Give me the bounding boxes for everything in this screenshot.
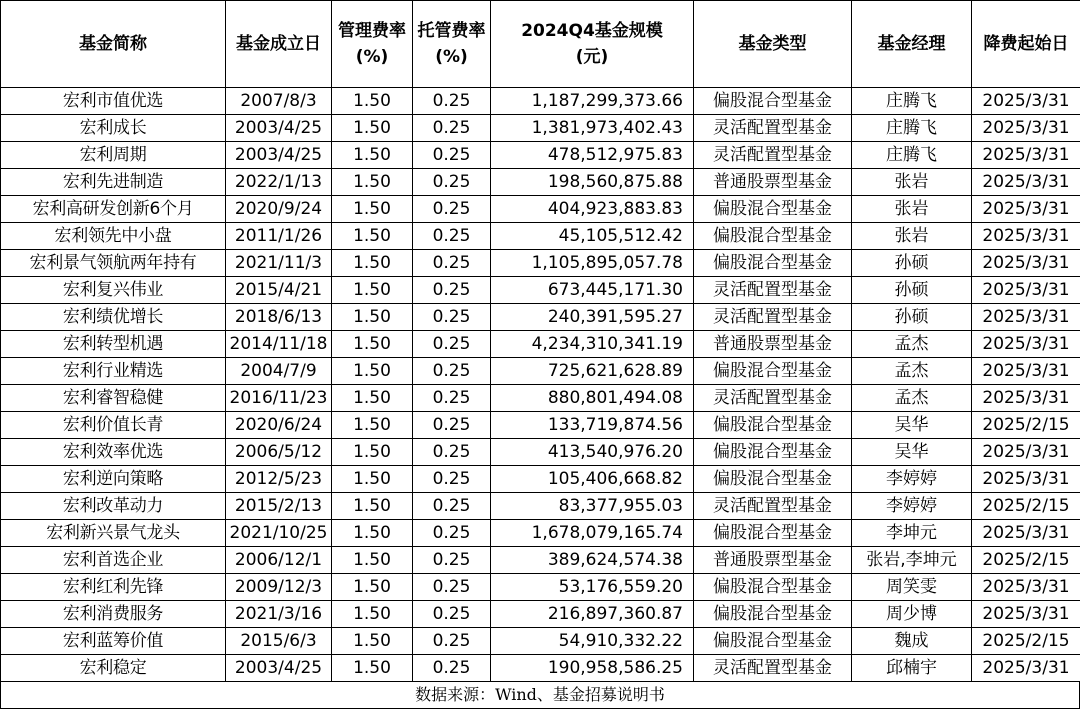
fund-manager-cell: 庄腾飞 xyxy=(852,142,972,169)
fee-cut-date-cell: 2025/3/31 xyxy=(972,115,1080,142)
header-label: 基金成立日 xyxy=(236,34,321,54)
management-fee-cell: 1.50 xyxy=(332,331,413,358)
custody-fee-cell: 0.25 xyxy=(413,547,491,574)
fund-type-cell: 灵活配置型基金 xyxy=(694,277,852,304)
header-label: 基金经理 xyxy=(877,34,946,54)
management-fee-cell: 1.50 xyxy=(332,304,413,331)
inception-date-cell: 2020/9/24 xyxy=(226,196,332,223)
inception-date-cell: 2021/11/3 xyxy=(226,250,332,277)
fund-type-cell: 偏股混合型基金 xyxy=(694,628,852,655)
table-row xyxy=(1,655,1080,682)
fund-type-cell: 偏股混合型基金 xyxy=(694,466,852,493)
header-label: 基金类型 xyxy=(738,34,807,54)
fund-size-cell: 673,445,171.30 xyxy=(491,277,694,304)
table-row xyxy=(1,142,1080,169)
fund-size-cell: 133,719,874.56 xyxy=(491,412,694,439)
header-label: 降费起始日 xyxy=(983,34,1069,54)
fund-name-cell: 宏利景气领航两年持有 xyxy=(1,250,226,277)
inception-date-cell: 2006/12/1 xyxy=(226,547,332,574)
fee-cut-date-cell: 2025/3/31 xyxy=(972,358,1080,385)
fund-manager-cell: 吴华 xyxy=(852,439,972,466)
header-inception-date xyxy=(226,1,332,88)
inception-date-cell: 2018/6/13 xyxy=(226,304,332,331)
table-row xyxy=(1,358,1080,385)
fund-manager-cell: 孟杰 xyxy=(852,358,972,385)
management-fee-cell: 1.50 xyxy=(332,142,413,169)
custody-fee-cell: 0.25 xyxy=(413,385,491,412)
management-fee-cell: 1.50 xyxy=(332,115,413,142)
fund-size-cell: 1,678,079,165.74 xyxy=(491,520,694,547)
header-custody-fee xyxy=(413,1,491,88)
fund-manager-cell: 孟杰 xyxy=(852,331,972,358)
custody-fee-cell: 0.25 xyxy=(413,196,491,223)
fund-manager-cell: 张岩 xyxy=(852,196,972,223)
inception-date-cell: 2003/4/25 xyxy=(226,115,332,142)
management-fee-cell: 1.50 xyxy=(332,277,413,304)
fund-name-cell: 宏利高研发创新6个月 xyxy=(1,196,226,223)
fee-cut-date-cell: 2025/3/31 xyxy=(972,655,1080,682)
fund-type-cell: 灵活配置型基金 xyxy=(694,385,852,412)
table-row xyxy=(1,601,1080,628)
fund-size-cell: 45,105,512.42 xyxy=(491,223,694,250)
fund-manager-cell: 周少博 xyxy=(852,601,972,628)
table-row xyxy=(1,88,1080,115)
fund-name-cell: 宏利绩优增长 xyxy=(1,304,226,331)
custody-fee-cell: 0.25 xyxy=(413,601,491,628)
management-fee-cell: 1.50 xyxy=(332,169,413,196)
fund-manager-cell: 庄腾飞 xyxy=(852,115,972,142)
fund-size-cell: 54,910,332.22 xyxy=(491,628,694,655)
fund-manager-cell: 庄腾飞 xyxy=(852,88,972,115)
fund-type-cell: 灵活配置型基金 xyxy=(694,655,852,682)
fee-cut-date-cell: 2025/3/31 xyxy=(972,574,1080,601)
fund-name-cell: 宏利价值长青 xyxy=(1,412,226,439)
management-fee-cell: 1.50 xyxy=(332,628,413,655)
inception-date-cell: 2021/3/16 xyxy=(226,601,332,628)
header-fund-name xyxy=(1,1,226,88)
management-fee-cell: 1.50 xyxy=(332,358,413,385)
table-row xyxy=(1,385,1080,412)
fund-size-cell: 83,377,955.03 xyxy=(491,493,694,520)
fund-name-cell: 宏利逆向策略 xyxy=(1,466,226,493)
management-fee-cell: 1.50 xyxy=(332,385,413,412)
fee-cut-date-cell: 2025/3/31 xyxy=(972,385,1080,412)
inception-date-cell: 2003/4/25 xyxy=(226,142,332,169)
custody-fee-cell: 0.25 xyxy=(413,655,491,682)
table-row xyxy=(1,628,1080,655)
custody-fee-cell: 0.25 xyxy=(413,493,491,520)
fee-cut-date-cell: 2025/3/31 xyxy=(972,196,1080,223)
table-row xyxy=(1,250,1080,277)
management-fee-cell: 1.50 xyxy=(332,250,413,277)
fee-cut-date-cell: 2025/3/31 xyxy=(972,304,1080,331)
fee-cut-date-cell: 2025/3/31 xyxy=(972,520,1080,547)
table-row xyxy=(1,115,1080,142)
fund-manager-cell: 孙硕 xyxy=(852,250,972,277)
custody-fee-cell: 0.25 xyxy=(413,358,491,385)
table-row xyxy=(1,169,1080,196)
fund-manager-cell: 周笑雯 xyxy=(852,574,972,601)
inception-date-cell: 2015/4/21 xyxy=(226,277,332,304)
management-fee-cell: 1.50 xyxy=(332,655,413,682)
custody-fee-cell: 0.25 xyxy=(413,304,491,331)
header-label: 2024Q4基金规模 xyxy=(521,21,663,41)
fund-type-cell: 普通股票型基金 xyxy=(694,169,852,196)
fund-size-cell: 105,406,668.82 xyxy=(491,466,694,493)
custody-fee-cell: 0.25 xyxy=(413,520,491,547)
fund-type-cell: 普通股票型基金 xyxy=(694,331,852,358)
fund-size-cell: 725,621,628.89 xyxy=(491,358,694,385)
header-fund-size xyxy=(491,1,694,88)
custody-fee-cell: 0.25 xyxy=(413,628,491,655)
fund-type-cell: 偏股混合型基金 xyxy=(694,88,852,115)
fund-type-cell: 偏股混合型基金 xyxy=(694,358,852,385)
management-fee-cell: 1.50 xyxy=(332,223,413,250)
fee-cut-date-cell: 2025/3/31 xyxy=(972,331,1080,358)
table-row xyxy=(1,466,1080,493)
fund-manager-cell: 张岩 xyxy=(852,223,972,250)
fee-cut-date-cell: 2025/3/31 xyxy=(972,277,1080,304)
inception-date-cell: 2009/12/3 xyxy=(226,574,332,601)
inception-date-cell: 2007/8/3 xyxy=(226,88,332,115)
fund-size-cell: 1,105,895,057.78 xyxy=(491,250,694,277)
fund-type-cell: 偏股混合型基金 xyxy=(694,250,852,277)
fund-name-cell: 宏利先进制造 xyxy=(1,169,226,196)
fund-manager-cell: 孙硕 xyxy=(852,304,972,331)
header-fund-type xyxy=(694,1,852,88)
fund-name-cell: 宏利新兴景气龙头 xyxy=(1,520,226,547)
header-management-fee xyxy=(332,1,413,88)
fund-type-cell: 偏股混合型基金 xyxy=(694,439,852,466)
header-fee-cut-date xyxy=(972,1,1080,88)
management-fee-cell: 1.50 xyxy=(332,574,413,601)
fund-type-cell: 灵活配置型基金 xyxy=(694,304,852,331)
fund-type-cell: 灵活配置型基金 xyxy=(694,142,852,169)
custody-fee-cell: 0.25 xyxy=(413,223,491,250)
fund-size-cell: 1,187,299,373.66 xyxy=(491,88,694,115)
table-row xyxy=(1,223,1080,250)
management-fee-cell: 1.50 xyxy=(332,88,413,115)
custody-fee-cell: 0.25 xyxy=(413,412,491,439)
inception-date-cell: 2020/6/24 xyxy=(226,412,332,439)
fund-name-cell: 宏利红利先锋 xyxy=(1,574,226,601)
table-row xyxy=(1,520,1080,547)
fund-name-cell: 宏利行业精选 xyxy=(1,358,226,385)
fund-manager-cell: 李坤元 xyxy=(852,520,972,547)
inception-date-cell: 2012/5/23 xyxy=(226,466,332,493)
inception-date-cell: 2003/4/25 xyxy=(226,655,332,682)
header-label: 基金简称 xyxy=(79,34,147,54)
fee-cut-date-cell: 2025/3/31 xyxy=(972,466,1080,493)
fund-manager-cell: 吴华 xyxy=(852,412,972,439)
fund-name-cell: 宏利复兴伟业 xyxy=(1,277,226,304)
management-fee-cell: 1.50 xyxy=(332,439,413,466)
fund-size-cell: 240,391,595.27 xyxy=(491,304,694,331)
fee-cut-date-cell: 2025/2/15 xyxy=(972,547,1080,574)
fund-type-cell: 偏股混合型基金 xyxy=(694,196,852,223)
fund-size-cell: 404,923,883.83 xyxy=(491,196,694,223)
custody-fee-cell: 0.25 xyxy=(413,115,491,142)
custody-fee-cell: 0.25 xyxy=(413,169,491,196)
fund-name-cell: 宏利市值优选 xyxy=(1,88,226,115)
header-label: 托管费率 xyxy=(417,21,486,41)
management-fee-cell: 1.50 xyxy=(332,547,413,574)
fund-size-cell: 4,234,310,341.19 xyxy=(491,331,694,358)
fund-manager-cell: 张岩,李坤元 xyxy=(852,547,972,574)
fee-cut-date-cell: 2025/3/31 xyxy=(972,601,1080,628)
fund-name-cell: 宏利转型机遇 xyxy=(1,331,226,358)
fund-manager-cell: 孙硕 xyxy=(852,277,972,304)
fund-size-cell: 389,624,574.38 xyxy=(491,547,694,574)
header-label: (元) xyxy=(575,47,609,67)
fund-manager-cell: 张岩 xyxy=(852,169,972,196)
table-row xyxy=(1,412,1080,439)
fund-type-cell: 偏股混合型基金 xyxy=(694,520,852,547)
inception-date-cell: 2015/2/13 xyxy=(226,493,332,520)
table-row xyxy=(1,547,1080,574)
fund-type-cell: 普通股票型基金 xyxy=(694,547,852,574)
fee-cut-date-cell: 2025/3/31 xyxy=(972,250,1080,277)
fund-manager-cell: 孟杰 xyxy=(852,385,972,412)
custody-fee-cell: 0.25 xyxy=(413,466,491,493)
fee-cut-date-cell: 2025/2/15 xyxy=(972,412,1080,439)
table-body xyxy=(1,88,1080,682)
fund-name-cell: 宏利睿智稳健 xyxy=(1,385,226,412)
custody-fee-cell: 0.25 xyxy=(413,88,491,115)
fund-name-cell: 宏利蓝筹价值 xyxy=(1,628,226,655)
fee-cut-date-cell: 2025/2/15 xyxy=(972,493,1080,520)
custody-fee-cell: 0.25 xyxy=(413,574,491,601)
fund-name-cell: 宏利效率优选 xyxy=(1,439,226,466)
inception-date-cell: 2004/7/9 xyxy=(226,358,332,385)
fund-name-cell: 宏利领先中小盘 xyxy=(1,223,226,250)
inception-date-cell: 2006/5/12 xyxy=(226,439,332,466)
fund-name-cell: 宏利消费服务 xyxy=(1,601,226,628)
fee-cut-date-cell: 2025/3/31 xyxy=(972,169,1080,196)
inception-date-cell: 2015/6/3 xyxy=(226,628,332,655)
fund-size-cell: 198,560,875.88 xyxy=(491,169,694,196)
custody-fee-cell: 0.25 xyxy=(413,250,491,277)
fund-name-cell: 宏利稳定 xyxy=(1,655,226,682)
custody-fee-cell: 0.25 xyxy=(413,331,491,358)
fund-size-cell: 880,801,494.08 xyxy=(491,385,694,412)
management-fee-cell: 1.50 xyxy=(332,412,413,439)
fund-size-cell: 478,512,975.83 xyxy=(491,142,694,169)
custody-fee-cell: 0.25 xyxy=(413,277,491,304)
header-label: 管理费率 xyxy=(338,21,406,41)
fund-size-cell: 190,958,586.25 xyxy=(491,655,694,682)
source-note: 数据来源：Wind、基金招募说明书 xyxy=(0,682,1080,709)
management-fee-cell: 1.50 xyxy=(332,493,413,520)
fund-manager-cell: 邱楠宇 xyxy=(852,655,972,682)
header-label: (%) xyxy=(355,47,389,67)
fund-manager-cell: 李婷婷 xyxy=(852,466,972,493)
table-header xyxy=(1,1,1080,88)
header-label: (%) xyxy=(435,47,468,67)
custody-fee-cell: 0.25 xyxy=(413,142,491,169)
table-row xyxy=(1,304,1080,331)
header-row xyxy=(1,1,1080,88)
inception-date-cell: 2022/1/13 xyxy=(226,169,332,196)
fund-manager-cell: 李婷婷 xyxy=(852,493,972,520)
fund-name-cell: 宏利成长 xyxy=(1,115,226,142)
fund-name-cell: 宏利首选企业 xyxy=(1,547,226,574)
table-row xyxy=(1,574,1080,601)
fund-type-cell: 偏股混合型基金 xyxy=(694,574,852,601)
table-row xyxy=(1,277,1080,304)
table-row xyxy=(1,196,1080,223)
custody-fee-cell: 0.25 xyxy=(413,439,491,466)
inception-date-cell: 2016/11/23 xyxy=(226,385,332,412)
fee-cut-date-cell: 2025/3/31 xyxy=(972,88,1080,115)
fund-name-cell: 宏利周期 xyxy=(1,142,226,169)
fund-type-cell: 偏股混合型基金 xyxy=(694,223,852,250)
inception-date-cell: 2011/1/26 xyxy=(226,223,332,250)
fund-size-cell: 413,540,976.20 xyxy=(491,439,694,466)
fee-cut-date-cell: 2025/2/15 xyxy=(972,628,1080,655)
inception-date-cell: 2021/10/25 xyxy=(226,520,332,547)
fee-cut-date-cell: 2025/3/31 xyxy=(972,223,1080,250)
inception-date-cell: 2014/11/18 xyxy=(226,331,332,358)
fee-cut-date-cell: 2025/3/31 xyxy=(972,439,1080,466)
fund-type-cell: 偏股混合型基金 xyxy=(694,412,852,439)
management-fee-cell: 1.50 xyxy=(332,520,413,547)
table-row xyxy=(1,331,1080,358)
fund-size-cell: 53,176,559.20 xyxy=(491,574,694,601)
management-fee-cell: 1.50 xyxy=(332,601,413,628)
management-fee-cell: 1.50 xyxy=(332,466,413,493)
fund-size-cell: 1,381,973,402.43 xyxy=(491,115,694,142)
fund-name-cell: 宏利改革动力 xyxy=(1,493,226,520)
table-row xyxy=(1,439,1080,466)
table-row xyxy=(1,493,1080,520)
header-fund-manager xyxy=(852,1,972,88)
fee-cut-date-cell: 2025/3/31 xyxy=(972,142,1080,169)
fund-type-cell: 偏股混合型基金 xyxy=(694,601,852,628)
fund-manager-cell: 魏成 xyxy=(852,628,972,655)
fund-type-cell: 灵活配置型基金 xyxy=(694,493,852,520)
fund-size-cell: 216,897,360.87 xyxy=(491,601,694,628)
fund-type-cell: 灵活配置型基金 xyxy=(694,115,852,142)
management-fee-cell: 1.50 xyxy=(332,196,413,223)
